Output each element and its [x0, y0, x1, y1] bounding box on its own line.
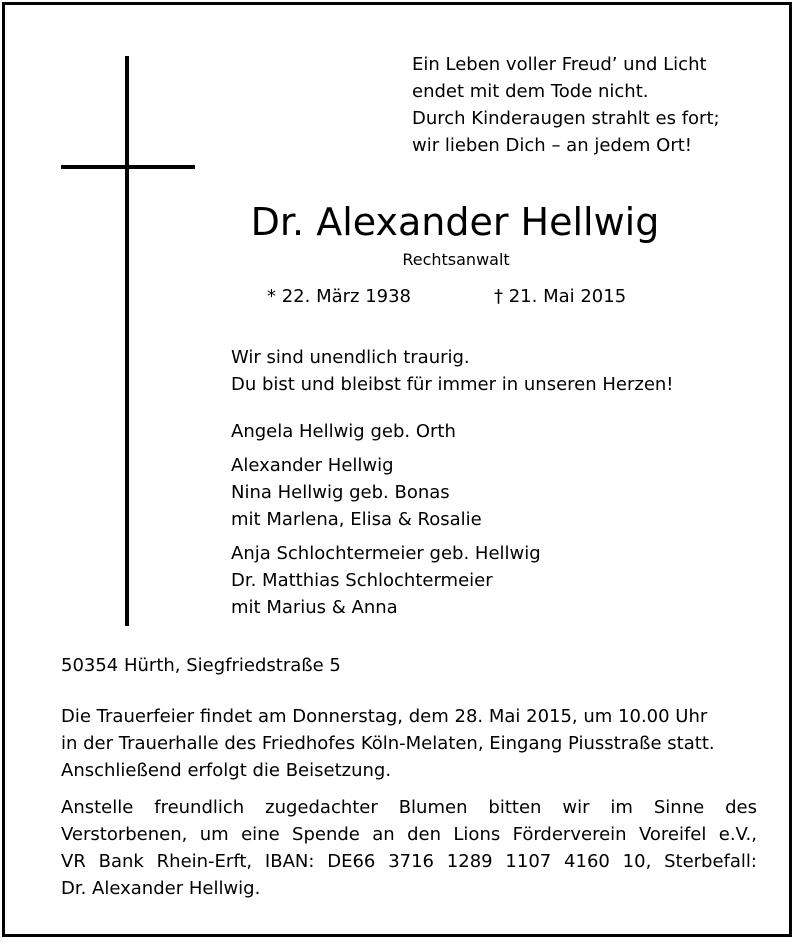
- mourners-block: [231, 344, 771, 621]
- poem-line: Durch Kinderaugen strahlt es fort;: [412, 108, 720, 129]
- donation-info-line: Anstelle freundlich zugedachter Blumen bitten wir im Sinne des: [61, 797, 757, 818]
- mourner-name: mit Marlena, Elisa & Rosalie: [231, 509, 482, 530]
- mourner-name: Angela Hellwig geb. Orth: [231, 421, 456, 442]
- birth-date: * 22. März 1938: [267, 286, 412, 307]
- funeral-info: [61, 703, 757, 784]
- funeral-info-line: Anschließend erfolgt die Beisetzung.: [61, 760, 392, 781]
- death-date: † 21. Mai 2015: [494, 286, 627, 307]
- obituary-frame: [2, 2, 792, 937]
- donation-info: [61, 794, 757, 902]
- funeral-info-line: Die Trauerfeier findet am Donnerstag, dem 28. Mai 2015, um 10.00 Uhr: [61, 706, 708, 727]
- poem-line: wir lieben Dich – an jedem Ort!: [412, 135, 692, 156]
- deceased-name: Dr. Alexander Hellwig: [250, 200, 660, 244]
- mourner-name: mit Marius & Anna: [231, 597, 398, 618]
- cross-icon-vertical-bar: [125, 56, 129, 626]
- mourner-name: Nina Hellwig geb. Bonas: [231, 482, 450, 503]
- message-line: Du bist und bleibst für immer in unseren Herzen!: [231, 374, 674, 395]
- donation-info-line: Verstorbenen, um eine Spende an den Lions Förderverein Voreifel e.V.,: [61, 824, 757, 845]
- address: 50354 Hürth, Siegfriedstraße 5: [61, 655, 341, 676]
- mourner-name: Alexander Hellwig: [231, 455, 394, 476]
- funeral-info-line: in der Trauerhalle des Friedhofes Köln-Melaten, Eingang Piusstraße statt.: [61, 733, 715, 754]
- mourner-name: Dr. Matthias Schlochtermeier: [231, 570, 493, 591]
- poem: [412, 51, 782, 159]
- deceased-profession: Rechtsanwalt: [402, 250, 510, 269]
- mourner-name: Anja Schlochtermeier geb. Hellwig: [231, 543, 541, 564]
- message-line: Wir sind unendlich traurig.: [231, 347, 470, 368]
- donation-info-line: Dr. Alexander Hellwig.: [61, 878, 261, 899]
- donation-info-line: VR Bank Rhein-Erft, IBAN: DE66 3716 1289 1107 4160 10, Sterbefall:: [61, 851, 757, 872]
- poem-line: Ein Leben voller Freud’ und Licht: [412, 54, 707, 75]
- cross-icon-horizontal-bar: [61, 165, 195, 169]
- poem-line: endet mit dem Tode nicht.: [412, 81, 649, 102]
